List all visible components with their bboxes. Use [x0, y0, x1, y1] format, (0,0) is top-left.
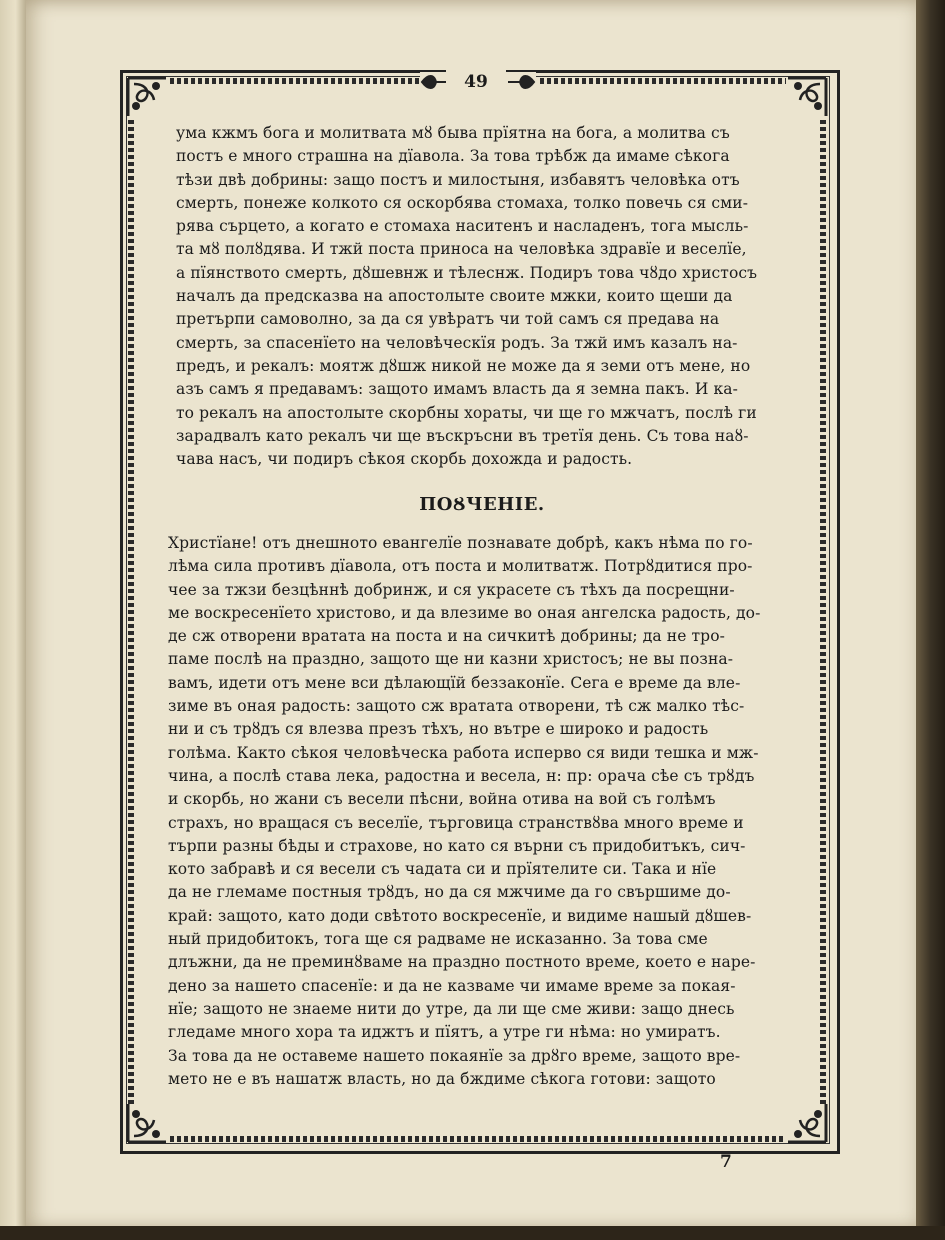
previous-page-edge [0, 0, 26, 1240]
text-line: а пїянството смерть, дȣшевнж и тѣлеснж. Подиръ това чȣдо христосъ [176, 263, 758, 282]
text-line: и скорбь, но жани съ весели пѣсни, война отива на вой съ голѣмъ [168, 790, 716, 809]
text-line: смерть, понеже колкото ся оскорбява стомаха, толко повечь ся сми- [176, 193, 749, 212]
border-chain-top-right [540, 78, 786, 84]
text-line: предъ, и рекалъ: моятж дȣшж никой не може да я земи отъ мене, но [176, 356, 751, 375]
text-line: ни и съ трȣдъ ся влезва презъ тѣхъ, но вътре е широко и радость [168, 720, 709, 739]
text-line: длъжни, да не преминȣваме на праздно постното време, което е наре- [168, 953, 756, 972]
text-line: лѣма сила противъ дїавола, отъ поста и молитватж. Потрȣдитися про- [168, 557, 753, 576]
text-line: паме послѣ на праздно, защото ще ни казни христосъ; не вы позна- [168, 650, 734, 669]
text-line: чее за тжзи безцѣннѣ добринж, и ся украсете съ тѣхъ да посрещни- [168, 580, 735, 599]
text-line: край: защото, като доди свѣтото воскресенїе, и видиме нашый дȣшев- [168, 906, 752, 925]
book-spine-shadow [916, 0, 945, 1240]
text-line: вамъ, идети отъ мене вси дѣлающїй беззаконїе. Сега е време да вле- [168, 673, 741, 692]
bottom-shadow [0, 1226, 945, 1240]
fleuron-right-icon [506, 72, 536, 92]
text-line: то рекалъ на апостолыте скорбны хораты, чи ще го мжчатъ, послѣ ги [176, 403, 757, 422]
corner-ornament-bottom-right [784, 1100, 830, 1146]
border-chain-top [170, 78, 444, 84]
text-line: тѣзи двѣ добрины: защо постъ и милостыня, избавятъ человѣка отъ [176, 170, 740, 189]
text-line: мето не е въ нашатж власть, но да бждиме сѣкога готови: защото [168, 1069, 716, 1088]
text-line: ме воскресенїето христово, и да влезиме во оная ангелска радость, до- [168, 603, 761, 622]
text-line: азъ самъ я предавамъ: защото имамъ власть да я земна пакъ. И ка- [176, 380, 738, 399]
border-chain-left [128, 120, 134, 1104]
text-line: гледаме много хора та иджтъ и пїятъ, а утре ги нѣма: но умиратъ. [168, 1023, 721, 1042]
text-line: смерть, за спасенїето на человѣческїя родъ. За тжй имъ казалъ на- [176, 333, 738, 352]
text-line: претърпи самоволно, за да ся увѣратъ чи той самъ ся предава на [176, 310, 720, 329]
text-line: зарадвалъ като рекалъ чи ще въскръсни въ третїя день. Съ това наȣ- [176, 426, 749, 445]
text-line: Христїане! отъ днешното евангелїе познавате добрѣ, какъ нѣма по го- [168, 534, 753, 552]
text-line: кото забравѣ и ся весели съ чадата си и прїятелите си. Така и нїе [168, 860, 717, 879]
text-line: голѣма. Както сѣкоя человѣческа работа исперво ся види тешка и мж- [168, 743, 759, 762]
paragraph-2 [168, 532, 788, 1091]
corner-ornament-top-left [124, 74, 170, 120]
border-chain-right [820, 120, 826, 1104]
border-chain-bottom [170, 1136, 786, 1142]
corner-ornament-top-right [784, 74, 830, 120]
text-line: ный придобитокъ, тога ще ся радваме не исказанно. За това сме [168, 930, 708, 949]
text-line: да не глемаме постныя трȣдъ, но да ся мжчиме да го свършиме до- [168, 883, 731, 902]
corner-ornament-bottom-left [124, 1100, 170, 1146]
text-line: чава насъ, чи подиръ сѣкоя скорбь дохожда и радость. [176, 450, 633, 469]
text-line: началъ да предсказва на апостолыте своите мжки, които щеши да [176, 287, 733, 306]
text-line: нїе; защото не знаеме нити до утре, да ли ще сме живи: защо днесь [168, 999, 735, 1018]
text-line: търпи разны бѣды и страхове, но като ся върни съ придобитъкъ, сич- [168, 836, 746, 855]
text-line: де сж отворени вратата на поста и на сичкитѣ добрины; да не тро- [168, 627, 725, 646]
paragraph-1 [176, 122, 788, 471]
signature-mark: 7 [720, 1152, 732, 1172]
section-heading: ПОȢЧЕНІЕ. [419, 494, 545, 515]
text-line: За това да не оставеме нашето покаянїе за дрȣго време, защото вре- [168, 1046, 741, 1065]
text-line: ума кжмъ бога и молитвата мȣ бывa прїятна на бога, а молитва съ [176, 124, 730, 142]
page-number: 49 [446, 70, 506, 94]
text-line: чина, а послѣ става лека, радостна и весела, н: пр: орача сѣе съ трȣдъ [168, 766, 755, 785]
text-line: дено за нашето спасенїе: и да не казваме чи имаме време за покая- [168, 976, 736, 995]
text-line: рява сърцето, а когато е стомаха наситенъ и насладенъ, тога мысль- [176, 217, 749, 236]
text-line: постъ е много страшна на дїавола. За това трѣбж да имаме сѣкога [176, 147, 730, 166]
text-line: та мȣ полȣдява. И тжй поста приноса на человѣка здравїе и веселїе, [176, 240, 747, 259]
text-line: страхъ, но вращася съ веселїе, търговица странствȣва много време и [168, 813, 744, 832]
text-line: зиме въ оная радость: защото сж вратата отворени, тѣ сж малко тѣс- [168, 697, 745, 716]
